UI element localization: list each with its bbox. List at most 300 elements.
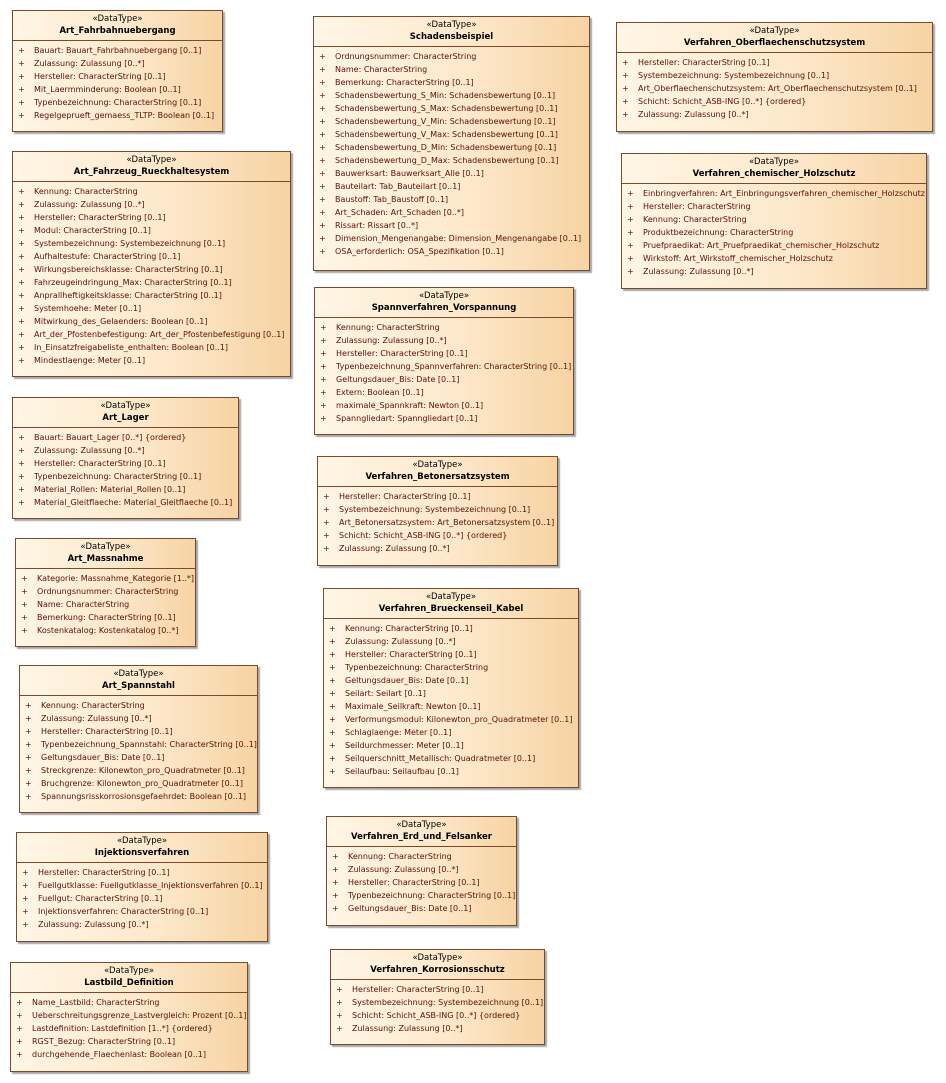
attribute-text: Kategorie: Massnahme_Kategorie [1..*] bbox=[37, 574, 195, 583]
class-attribute[interactable] bbox=[324, 622, 578, 635]
class-attribute[interactable] bbox=[622, 213, 926, 226]
attribute-text: Hersteller: CharacterString [0..1] bbox=[339, 492, 471, 501]
visibility-public-icon: + bbox=[329, 767, 336, 776]
visibility-public-icon: + bbox=[18, 433, 25, 442]
class-attribute[interactable] bbox=[13, 57, 222, 70]
class-attribute[interactable] bbox=[13, 185, 290, 198]
visibility-public-icon: + bbox=[22, 881, 29, 890]
class-attribute[interactable] bbox=[16, 611, 195, 624]
visibility-public-icon: + bbox=[332, 878, 339, 887]
class-attribute[interactable] bbox=[314, 76, 589, 89]
class-attribute[interactable] bbox=[13, 83, 222, 96]
attribute-text: Seilquerschnitt_Metallisch: Quadratmeter [0..1] bbox=[345, 754, 536, 763]
class-attribute[interactable] bbox=[314, 102, 589, 115]
class-attribute[interactable] bbox=[13, 457, 238, 470]
class-attribute[interactable] bbox=[315, 386, 573, 399]
attribute-text: Zulassung: Zulassung [0..*] bbox=[643, 267, 754, 276]
class-attribute[interactable] bbox=[315, 347, 573, 360]
visibility-public-icon: + bbox=[329, 728, 336, 737]
class-attribute[interactable] bbox=[324, 661, 578, 674]
class-attribute[interactable] bbox=[13, 302, 290, 315]
attribute-text: Lastdefinition: Lastdefinition [1..*] {ordered} bbox=[32, 1024, 213, 1033]
attribute-text: Spannungsrisskorrosionsgefaehrdet: Boolean [0..1] bbox=[41, 792, 247, 801]
visibility-public-icon: + bbox=[320, 323, 327, 332]
class-box-injektionsverfahren[interactable] bbox=[16, 832, 268, 942]
attribute-text: Ordnungsnummer: CharacterString bbox=[37, 587, 179, 596]
attribute-text: Hersteller: CharacterString [0..1] bbox=[34, 213, 166, 222]
attribute-text: Fuellgutklasse: Fuellgutklasse_Injektionsverfahren [0..1] bbox=[38, 881, 263, 890]
attribute-text: Zulassung: Zulassung [0..*] bbox=[348, 865, 459, 874]
class-attribute[interactable] bbox=[20, 738, 257, 751]
class-name: Art_Lager bbox=[102, 413, 149, 423]
attribute-text: Hersteller: CharacterString [0..1] bbox=[38, 868, 170, 877]
attribute-text: Typenbezeichnung: CharacterString [0..1] bbox=[34, 472, 202, 481]
class-box-verfahren-chemischer-holzschutz[interactable] bbox=[621, 153, 927, 289]
class-stereotype: «DataType» bbox=[80, 542, 131, 552]
attribute-text: Schadensbewertung_V_Min: Schadensbewertung [0..1] bbox=[335, 117, 556, 126]
visibility-public-icon: + bbox=[18, 252, 25, 261]
attribute-text: Hersteller: CharacterString [0..1] bbox=[345, 650, 477, 659]
class-attribute[interactable] bbox=[324, 765, 578, 778]
attribute-text: Typenbezeichnung: CharacterString [0..1] bbox=[348, 891, 516, 900]
class-stereotype: «DataType» bbox=[113, 669, 164, 679]
class-attribute[interactable] bbox=[20, 699, 257, 712]
class-attribute[interactable] bbox=[315, 321, 573, 334]
attribute-compartment bbox=[331, 980, 544, 1035]
class-stereotype: «DataType» bbox=[749, 26, 800, 36]
visibility-public-icon: + bbox=[329, 702, 336, 711]
class-attribute[interactable] bbox=[331, 1009, 544, 1022]
attribute-text: Name: CharacterString bbox=[37, 600, 130, 609]
class-attribute[interactable] bbox=[20, 790, 257, 803]
attribute-text: Maximale_Seilkraft: Newton [0..1] bbox=[345, 702, 481, 711]
visibility-public-icon: + bbox=[319, 156, 326, 165]
visibility-public-icon: + bbox=[323, 505, 330, 514]
class-attribute[interactable] bbox=[20, 751, 257, 764]
class-attribute[interactable] bbox=[617, 69, 932, 82]
visibility-public-icon: + bbox=[16, 1050, 23, 1059]
class-attribute[interactable] bbox=[314, 50, 589, 63]
class-attribute[interactable] bbox=[13, 224, 290, 237]
class-box-lastbild-definition[interactable] bbox=[10, 962, 248, 1072]
visibility-public-icon: + bbox=[319, 182, 326, 191]
attribute-text: Extern: Boolean [0..1] bbox=[336, 388, 424, 397]
attribute-text: Geltungsdauer_Bis: Date [0..1] bbox=[41, 753, 165, 762]
class-header bbox=[331, 950, 544, 980]
class-name: Schadensbeispiel bbox=[409, 32, 494, 42]
class-attribute[interactable] bbox=[617, 108, 932, 121]
class-box-art-spannstahl[interactable] bbox=[19, 665, 258, 813]
class-attribute[interactable] bbox=[20, 777, 257, 790]
visibility-public-icon: + bbox=[323, 492, 330, 501]
attribute-text: Hersteller: CharacterString [0..1] bbox=[352, 985, 484, 994]
class-attribute[interactable] bbox=[324, 687, 578, 700]
class-attribute[interactable] bbox=[622, 187, 926, 200]
class-attribute[interactable] bbox=[13, 198, 290, 211]
class-attribute[interactable] bbox=[622, 265, 926, 278]
attribute-text: Kennung: CharacterString bbox=[41, 701, 145, 710]
class-attribute[interactable] bbox=[13, 328, 290, 341]
attribute-compartment bbox=[617, 53, 932, 121]
class-attribute[interactable] bbox=[315, 399, 573, 412]
class-attribute[interactable] bbox=[318, 490, 557, 503]
class-attribute[interactable] bbox=[16, 572, 195, 585]
class-stereotype: «DataType» bbox=[103, 966, 155, 976]
attribute-text: Schadensbewertung_D_Min: Schadensbewertung [0..1] bbox=[335, 143, 557, 152]
class-attribute[interactable] bbox=[13, 237, 290, 250]
class-attribute[interactable] bbox=[16, 624, 195, 637]
visibility-public-icon: + bbox=[25, 766, 32, 775]
class-header bbox=[13, 398, 238, 428]
class-attribute[interactable] bbox=[17, 905, 267, 918]
class-attribute[interactable] bbox=[324, 713, 578, 726]
attribute-text: Dimension_Mengenangabe: Dimension_Mengenangabe [0..1] bbox=[335, 234, 582, 243]
visibility-public-icon: + bbox=[319, 169, 326, 178]
class-attribute[interactable] bbox=[622, 226, 926, 239]
attribute-text: Injektionsverfahren: CharacterString [0..1] bbox=[38, 907, 209, 916]
class-attribute[interactable] bbox=[13, 44, 222, 57]
class-header bbox=[315, 288, 573, 318]
class-attribute[interactable] bbox=[327, 889, 516, 902]
visibility-public-icon: + bbox=[329, 650, 336, 659]
class-attribute[interactable] bbox=[13, 315, 290, 328]
class-attribute[interactable] bbox=[324, 648, 578, 661]
class-attribute[interactable] bbox=[13, 96, 222, 109]
visibility-public-icon: + bbox=[21, 626, 28, 635]
attribute-text: Ordnungsnummer: CharacterString bbox=[335, 52, 477, 61]
class-attribute[interactable] bbox=[13, 354, 290, 367]
class-attribute[interactable] bbox=[315, 412, 573, 425]
visibility-public-icon: + bbox=[332, 891, 339, 900]
class-attribute[interactable] bbox=[617, 82, 932, 95]
class-attribute[interactable] bbox=[11, 996, 247, 1009]
class-attribute[interactable] bbox=[324, 635, 578, 648]
class-attribute[interactable] bbox=[318, 503, 557, 516]
attribute-text: Systembezeichnung: Systembezeichnung [0..1] bbox=[352, 998, 544, 1007]
visibility-public-icon: + bbox=[336, 985, 343, 994]
visibility-public-icon: + bbox=[18, 485, 25, 494]
attribute-text: Zulassung: Zulassung [0..*] bbox=[34, 446, 145, 455]
attribute-text: Bauart: Bauart_Lager [0..*] {ordered} bbox=[34, 433, 187, 442]
visibility-public-icon: + bbox=[18, 278, 25, 287]
class-attribute[interactable] bbox=[617, 95, 932, 108]
class-attribute[interactable] bbox=[314, 63, 589, 76]
class-attribute[interactable] bbox=[13, 341, 290, 354]
visibility-public-icon: + bbox=[18, 226, 25, 235]
class-attribute[interactable] bbox=[331, 1022, 544, 1035]
class-attribute[interactable] bbox=[13, 289, 290, 302]
class-attribute[interactable] bbox=[13, 250, 290, 263]
class-attribute[interactable] bbox=[622, 252, 926, 265]
visibility-public-icon: + bbox=[25, 714, 32, 723]
attribute-text: Geltungsdauer_Bis: Date [0..1] bbox=[348, 904, 472, 913]
attribute-text: Kennung: CharacterString [0..1] bbox=[345, 624, 473, 633]
class-attribute[interactable] bbox=[13, 496, 238, 509]
attribute-text: Seilaufbau: Seilaufbau [0..1] bbox=[345, 767, 459, 776]
visibility-public-icon: + bbox=[18, 85, 25, 94]
class-attribute[interactable] bbox=[314, 154, 589, 167]
class-box-art-fahrbahnuebergang[interactable] bbox=[12, 10, 223, 132]
attribute-text: Hersteller: CharacterString [0..1] bbox=[336, 349, 468, 358]
attribute-text: Geltungsdauer_Bis: Date [0..1] bbox=[336, 375, 460, 384]
class-attribute[interactable] bbox=[314, 128, 589, 141]
visibility-public-icon: + bbox=[627, 254, 634, 263]
class-name: Verfahren_Erd_und_Felsanker bbox=[351, 832, 492, 842]
visibility-public-icon: + bbox=[329, 754, 336, 763]
class-header bbox=[617, 23, 932, 53]
class-header bbox=[11, 963, 247, 993]
class-attribute[interactable] bbox=[318, 542, 557, 555]
class-attribute[interactable] bbox=[314, 193, 589, 206]
attribute-text: Name: CharacterString bbox=[335, 65, 428, 74]
visibility-public-icon: + bbox=[18, 72, 25, 81]
attribute-text: Aufhaltestufe: CharacterString [0..1] bbox=[34, 252, 181, 261]
visibility-public-icon: + bbox=[336, 998, 343, 1007]
visibility-public-icon: + bbox=[319, 234, 326, 243]
attribute-text: RGST_Bezug: CharacterString [0..1] bbox=[32, 1037, 176, 1046]
class-name: Art_Fahrbahnuebergang bbox=[59, 26, 176, 36]
visibility-public-icon: + bbox=[622, 84, 629, 93]
visibility-public-icon: + bbox=[18, 472, 25, 481]
attribute-text: Art_der_Pfostenbefestigung: Art_der_Pfostenbefestigung [0..1] bbox=[34, 330, 285, 339]
class-stereotype: «DataType» bbox=[92, 14, 143, 24]
visibility-public-icon: + bbox=[329, 741, 336, 750]
class-attribute[interactable] bbox=[16, 585, 195, 598]
class-box-schadensbeispiel[interactable] bbox=[313, 16, 590, 271]
attribute-text: Zulassung: Zulassung [0..*] bbox=[638, 110, 749, 119]
class-attribute[interactable] bbox=[13, 431, 238, 444]
class-box-verfahren-oberflaechenschutzsystem[interactable] bbox=[616, 22, 933, 132]
attribute-compartment bbox=[327, 847, 516, 915]
class-attribute[interactable] bbox=[315, 334, 573, 347]
attribute-text: Rissart: Rissart [0..*] bbox=[335, 221, 419, 230]
visibility-public-icon: + bbox=[319, 221, 326, 230]
class-attribute[interactable] bbox=[20, 725, 257, 738]
class-box-art-fahrzeug-rueckhaltesystem[interactable] bbox=[12, 151, 291, 377]
attribute-text: Seildurchmesser: Meter [0..1] bbox=[345, 741, 464, 750]
class-attribute[interactable] bbox=[324, 752, 578, 765]
attribute-text: Systembezeichnung: Systembezeichnung [0..1] bbox=[339, 505, 531, 514]
visibility-public-icon: + bbox=[319, 208, 326, 217]
class-attribute[interactable] bbox=[13, 483, 238, 496]
class-attribute[interactable] bbox=[324, 674, 578, 687]
class-attribute[interactable] bbox=[13, 211, 290, 224]
attribute-text: Wirkungsbereichsklasse: CharacterString [0..1] bbox=[34, 265, 223, 274]
class-box-art-lager[interactable] bbox=[12, 397, 239, 519]
class-attribute[interactable] bbox=[314, 180, 589, 193]
attribute-text: Schlaglaenge: Meter [0..1] bbox=[345, 728, 452, 737]
visibility-public-icon: + bbox=[319, 117, 326, 126]
attribute-text: Kennung: CharacterString bbox=[348, 852, 452, 861]
class-attribute[interactable] bbox=[314, 219, 589, 232]
class-box-verfahren-erd-und-felsanker[interactable] bbox=[326, 816, 517, 926]
visibility-public-icon: + bbox=[319, 91, 326, 100]
visibility-public-icon: + bbox=[319, 52, 326, 61]
class-header bbox=[324, 589, 578, 619]
visibility-public-icon: + bbox=[320, 362, 327, 371]
class-attribute[interactable] bbox=[20, 764, 257, 777]
class-attribute[interactable] bbox=[318, 516, 557, 529]
visibility-public-icon: + bbox=[320, 336, 327, 345]
class-attribute[interactable] bbox=[13, 444, 238, 457]
visibility-public-icon: + bbox=[320, 414, 327, 423]
class-attribute[interactable] bbox=[11, 1048, 247, 1061]
visibility-public-icon: + bbox=[22, 907, 29, 916]
attribute-text: Name_Lastbild: CharacterString bbox=[32, 998, 160, 1007]
visibility-public-icon: + bbox=[18, 330, 25, 339]
visibility-public-icon: + bbox=[18, 291, 25, 300]
class-attribute[interactable] bbox=[315, 360, 573, 373]
attribute-compartment bbox=[315, 318, 573, 425]
class-attribute[interactable] bbox=[331, 983, 544, 996]
class-box-verfahren-betonersatzsystem[interactable] bbox=[317, 456, 558, 566]
visibility-public-icon: + bbox=[18, 111, 25, 120]
visibility-public-icon: + bbox=[627, 189, 634, 198]
visibility-public-icon: + bbox=[22, 868, 29, 877]
attribute-text: Bemerkung: CharacterString [0..1] bbox=[37, 613, 176, 622]
attribute-text: Typenbezeichnung: CharacterString [0..1] bbox=[34, 98, 202, 107]
class-name: Art_Spannstahl bbox=[102, 681, 175, 691]
visibility-public-icon: + bbox=[323, 518, 330, 527]
visibility-public-icon: + bbox=[320, 401, 327, 410]
class-attribute[interactable] bbox=[11, 1035, 247, 1048]
visibility-public-icon: + bbox=[18, 187, 25, 196]
class-header bbox=[622, 154, 926, 184]
class-attribute[interactable] bbox=[13, 109, 222, 122]
class-attribute[interactable] bbox=[327, 863, 516, 876]
class-attribute[interactable] bbox=[17, 866, 267, 879]
class-attribute[interactable] bbox=[327, 850, 516, 863]
class-attribute[interactable] bbox=[314, 141, 589, 154]
class-attribute[interactable] bbox=[11, 1009, 247, 1022]
visibility-public-icon: + bbox=[25, 740, 32, 749]
class-name: Art_Massnahme bbox=[67, 554, 144, 564]
attribute-text: Typenbezeichnung_Spannstahl: CharacterString [0..1] bbox=[41, 740, 257, 749]
class-box-art-massnahme[interactable] bbox=[15, 538, 196, 647]
attribute-compartment bbox=[318, 487, 557, 555]
class-attribute[interactable] bbox=[17, 918, 267, 931]
class-attribute[interactable] bbox=[16, 598, 195, 611]
class-stereotype: «DataType» bbox=[396, 820, 447, 830]
visibility-public-icon: + bbox=[18, 200, 25, 209]
class-attribute[interactable] bbox=[11, 1022, 247, 1035]
class-stereotype: «DataType» bbox=[412, 460, 463, 470]
class-header bbox=[20, 666, 257, 696]
attribute-text: Bruchgrenze: Kilonewton_pro_Quadratmeter [0..1] bbox=[41, 779, 243, 788]
attribute-text: OSA_erforderlich: OSA_Spezifikation [0..1] bbox=[335, 247, 504, 256]
class-attribute[interactable] bbox=[324, 700, 578, 713]
attribute-text: Schicht: Schicht_ASB-ING [0..*] {ordered} bbox=[638, 97, 807, 106]
class-attribute[interactable] bbox=[20, 712, 257, 725]
visibility-public-icon: + bbox=[18, 59, 25, 68]
class-attribute[interactable] bbox=[13, 263, 290, 276]
attribute-text: Bemerkung: CharacterString [0..1] bbox=[335, 78, 474, 87]
class-attribute[interactable] bbox=[13, 276, 290, 289]
attribute-text: Streckgrenze: Kilonewton_pro_Quadratmeter [0..1] bbox=[41, 766, 245, 775]
visibility-public-icon: + bbox=[627, 241, 634, 250]
visibility-public-icon: + bbox=[25, 753, 32, 762]
class-attribute[interactable] bbox=[622, 200, 926, 213]
attribute-compartment bbox=[20, 696, 257, 803]
visibility-public-icon: + bbox=[18, 46, 25, 55]
attribute-text: Hersteller: CharacterString [0..1] bbox=[348, 878, 480, 887]
class-header bbox=[13, 152, 290, 182]
class-attribute[interactable] bbox=[622, 239, 926, 252]
visibility-public-icon: + bbox=[320, 375, 327, 384]
visibility-public-icon: + bbox=[332, 904, 339, 913]
attribute-compartment bbox=[13, 41, 222, 122]
class-attribute[interactable] bbox=[17, 892, 267, 905]
visibility-public-icon: + bbox=[320, 349, 327, 358]
class-attribute[interactable] bbox=[314, 206, 589, 219]
class-stereotype: «DataType» bbox=[126, 155, 177, 165]
attribute-text: Produktbezeichnung: CharacterString bbox=[643, 228, 794, 237]
class-attribute[interactable] bbox=[314, 232, 589, 245]
visibility-public-icon: + bbox=[627, 215, 634, 224]
class-name: Spannverfahren_Vorspannung bbox=[371, 303, 517, 313]
class-attribute[interactable] bbox=[327, 876, 516, 889]
class-attribute[interactable] bbox=[13, 470, 238, 483]
class-attribute[interactable] bbox=[327, 902, 516, 915]
visibility-public-icon: + bbox=[320, 388, 327, 397]
class-attribute[interactable] bbox=[314, 89, 589, 102]
class-attribute[interactable] bbox=[324, 726, 578, 739]
attribute-text: Systemhoehe: Meter [0..1] bbox=[34, 304, 142, 313]
attribute-text: Anprallheftigkeitsklasse: CharacterString [0..1] bbox=[34, 291, 222, 300]
class-attribute[interactable] bbox=[314, 167, 589, 180]
visibility-public-icon: + bbox=[21, 613, 28, 622]
class-attribute[interactable] bbox=[17, 879, 267, 892]
visibility-public-icon: + bbox=[319, 78, 326, 87]
class-attribute[interactable] bbox=[314, 245, 589, 258]
class-attribute[interactable] bbox=[318, 529, 557, 542]
visibility-public-icon: + bbox=[18, 239, 25, 248]
attribute-text: Zulassung: Zulassung [0..*] bbox=[34, 200, 145, 209]
class-box-spannverfahren-vorspannung[interactable] bbox=[314, 287, 574, 435]
visibility-public-icon: + bbox=[622, 71, 629, 80]
class-attribute[interactable] bbox=[314, 115, 589, 128]
visibility-public-icon: + bbox=[25, 727, 32, 736]
class-attribute[interactable] bbox=[331, 996, 544, 1009]
class-attribute[interactable] bbox=[13, 70, 222, 83]
attribute-text: Kostenkatalog: Kostenkatalog [0..*] bbox=[37, 626, 179, 635]
visibility-public-icon: + bbox=[18, 459, 25, 468]
attribute-text: maximale_Spannkraft: Newton [0..1] bbox=[336, 401, 484, 410]
attribute-text: In_Einsatzfreigabeliste_enthalten: Boolean [0..1] bbox=[34, 343, 229, 352]
class-attribute[interactable] bbox=[617, 56, 932, 69]
attribute-text: Zulassung: Zulassung [0..*] bbox=[345, 637, 456, 646]
attribute-text: Hersteller: CharacterString [0..1] bbox=[41, 727, 173, 736]
visibility-public-icon: + bbox=[18, 265, 25, 274]
visibility-public-icon: + bbox=[627, 228, 634, 237]
attribute-text: Material_Gleitflaeche: Material_Gleitflaeche [0..1] bbox=[34, 498, 233, 507]
class-stereotype: «DataType» bbox=[748, 157, 800, 167]
attribute-text: Zulassung: Zulassung [0..*] bbox=[38, 920, 149, 929]
class-box-verfahren-korrosionsschutz[interactable] bbox=[330, 949, 545, 1045]
class-stereotype: «DataType» bbox=[426, 20, 477, 30]
class-stereotype: «DataType» bbox=[418, 291, 470, 301]
attribute-compartment bbox=[17, 863, 267, 931]
class-attribute[interactable] bbox=[315, 373, 573, 386]
attribute-text: Systembezeichnung: Systembezeichnung [0..1] bbox=[34, 239, 226, 248]
attribute-text: Spanngliedart: Spanngliedart [0..1] bbox=[336, 414, 478, 423]
visibility-public-icon: + bbox=[18, 446, 25, 455]
class-attribute[interactable] bbox=[324, 739, 578, 752]
class-name: Verfahren_Brueckenseil_Kabel bbox=[378, 604, 524, 614]
class-box-verfahren-brueckenseil-kabel[interactable] bbox=[323, 588, 579, 788]
visibility-public-icon: + bbox=[336, 1011, 343, 1020]
visibility-public-icon: + bbox=[622, 58, 629, 67]
